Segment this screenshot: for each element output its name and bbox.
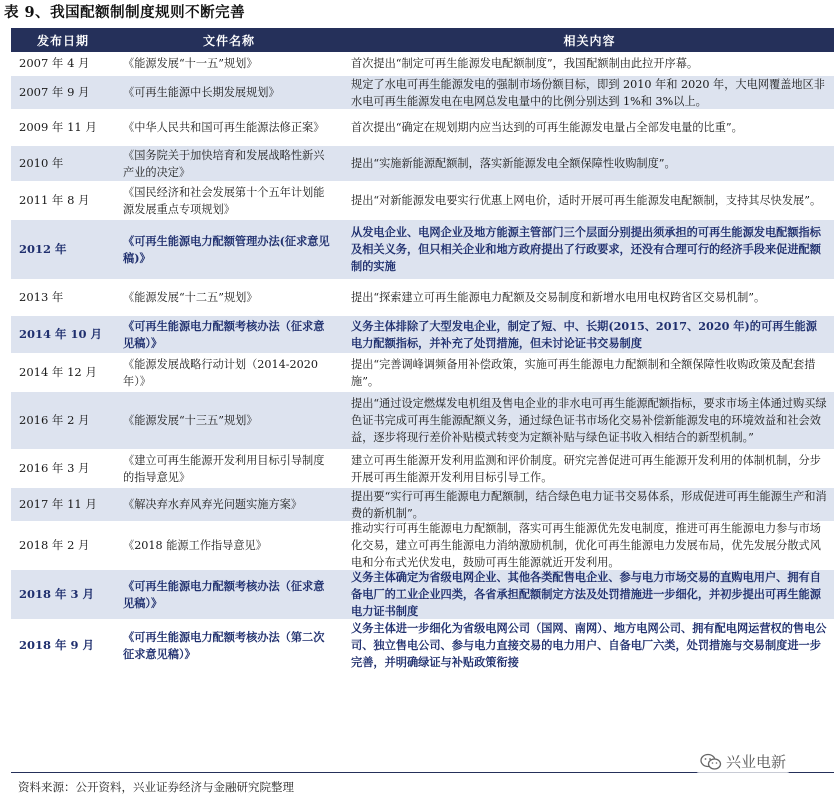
table-row	[11, 220, 834, 280]
table-row	[11, 392, 834, 450]
source-note: 资料来源：公开资料，兴业证券经济与金融研究院整理	[18, 780, 294, 794]
cell-date: 2014 年 10 月	[19, 327, 103, 341]
cell-content: 提出要“实行可再生能源电力配额制，结合绿色电力证书交易体系，形成促进可再生能源生产和消费的新机制”。	[351, 489, 827, 520]
table-row	[11, 52, 834, 76]
header-date: 发布日期	[36, 33, 89, 48]
cell-content: 提出“实施新能源配额制，落实新能源发电全额保障性收购制度”。	[351, 157, 676, 170]
cell-file: 《中华人民共和国可再生能源法修正案》	[123, 121, 325, 134]
cell-date: 2012 年	[19, 242, 67, 256]
table-row	[11, 522, 834, 570]
cell-file: 《能源发展战略行动计划（2014-2020年）》	[123, 357, 318, 388]
table-row	[11, 280, 834, 316]
table-row	[11, 620, 834, 672]
table-row	[11, 76, 834, 110]
cell-file: 《可再生能源中长期发展规划》	[123, 86, 280, 99]
cell-file: 《可再生能源电力配额管理办法(征求意见稿)》	[123, 233, 330, 265]
table-body	[11, 52, 834, 672]
table-header	[11, 28, 834, 52]
cell-date: 2018 年 2 月	[19, 538, 90, 552]
cell-date: 2014 年 12 月	[19, 365, 97, 379]
cell-date: 2013 年	[19, 290, 64, 304]
cell-content: 提出“通过设定燃煤发电机组及售电企业的非水电可再生能源配额指标，要求市场主体通过购买绿色证书完成可再生能源配额义务，通过绿色证书市场化交易补偿新能源发电的环境效益和社会效益，逐步将现行差价补贴模式转变为定额补贴与绿色证书收入相结合的新型机制。”	[351, 397, 827, 444]
cell-file: 《2018 能源工作指导意见》	[123, 539, 267, 552]
cell-file: 《解决弃水弃风弃光问题实施方案》	[123, 498, 303, 511]
table-row	[11, 488, 834, 522]
cell-file: 《可再生能源电力配额考核办法（征求意见稿）》	[123, 318, 325, 350]
cell-file: 《可再生能源电力配额考核办法（征求意见稿）》	[123, 578, 325, 610]
watermark	[696, 750, 790, 773]
header-content: 相关内容	[563, 33, 616, 48]
cell-date: 2007 年 9 月	[19, 85, 90, 99]
cell-content: 提出“完善调峰调频备用补偿政策，实施可再生能源电力配额制和全额保障性收购政策及配套措施”。	[351, 357, 816, 388]
cell-content: 从发电企业、电网企业及地方能源主管部门三个层面分别提出须承担的可再生能源发电配额指标及相关义务，但只相关企业和地方政府提出了行政要求，还没有合理可行的经济手段来促进配额制的实施	[351, 225, 821, 273]
table-row	[11, 450, 834, 488]
cell-date: 2011 年 8 月	[19, 193, 90, 207]
cell-date: 2017 年 11 月	[19, 497, 97, 511]
table-row	[11, 182, 834, 220]
cell-content: 规定了水电可再生能源发电的强制市场份额目标，即到 2010 年和 2020 年，大电网覆盖地区非水电可再生能源发电在电网总发电量中的比例分别达到 1%和 3%以上。	[351, 77, 825, 108]
cell-content: 提出“探索建立可再生能源电力配额及交易制度和新增水电用电权跨省区交易机制”。	[351, 291, 766, 304]
cell-content: 义务主体确定为省级电网企业、其他各类配售电企业、参与电力市场交易的直购电用户、拥有自备电厂的工业企业四类，各省承担配额制定方法及处罚措施进一步细化，并初步提出可再生能源电力证书制度	[351, 570, 821, 618]
cell-date: 2010 年	[19, 156, 64, 170]
cell-file: 《国民经济和社会发展第十个五年计划能源发展重点专项规划》	[123, 185, 325, 216]
cell-file: 《建立可再生能源开发利用目标引导制度的指导意见》	[123, 453, 325, 484]
policy-table	[11, 28, 834, 672]
cell-content: 提出“对新能源发电要实行优惠上网电价，适时开展可再生能源发电配额制，支持其尽快发展”。	[351, 194, 822, 207]
cell-content: 建立可再生能源开发利用监测和评价制度。研究完善促进可再生能源开发利用的体制机制，分步开展可再生能源开发利用目标引导工作。	[351, 453, 821, 484]
table-row	[11, 570, 834, 620]
table-row	[11, 146, 834, 182]
wechat-icon	[700, 753, 722, 771]
cell-file: 《能源发展“十二五”规划》	[123, 291, 258, 304]
cell-content: 首次提出“制定可再生能源发电配额制度”，我国配额制由此拉开序幕。	[351, 57, 699, 70]
cell-content: 义务主体进一步细化为省级电网公司（国网、南网）、地方电网公司、拥有配电网运营权的售电公司、独立售电公司、参与电力直接交易的电力用户、自备电厂六类，处罚措施与交易制度进一步完善，并明确绿证与补贴政策衔接	[351, 621, 827, 669]
cell-content: 义务主体排除了大型发电企业，制定了短、中、长期(2015、2017、2020 年)的可再生能源电力配额指标，并补充了处罚措施，但未讨论证书交易制度	[351, 318, 817, 350]
cell-file: 《能源发展“十一五”规划》	[123, 57, 258, 70]
table-row	[11, 354, 834, 392]
cell-content: 推动实行可再生能源电力配额制，落实可再生能源优先发电制度，推进可再生能源电力参与市场化交易，建立可再生能源电力消纳激励机制，优化可再生能源电力发展布局，优先发展分散式风电和分布式光伏发电，鼓励可再生能源就近开发利用。	[351, 522, 821, 569]
cell-date: 2016 年 2 月	[19, 413, 90, 427]
header-file: 文件名称	[202, 33, 255, 48]
cell-date: 2007 年 4 月	[19, 56, 90, 70]
cell-file: 《可再生能源电力配额考核办法（第二次征求意见稿）》	[123, 629, 325, 661]
cell-date: 2016 年 3 月	[19, 461, 90, 475]
cell-date: 2018 年 3 月	[19, 587, 95, 601]
table-row	[11, 316, 834, 354]
watermark-text: 兴业电新	[726, 753, 787, 771]
table-row	[11, 110, 834, 146]
cell-file: 《国务院关于加快培育和发展战略性新兴产业的决定》	[123, 148, 325, 179]
cell-date: 2018 年 9 月	[19, 638, 95, 652]
cell-date: 2009 年 11 月	[19, 120, 97, 134]
table-title: 表 9、我国配额制制度规则不断完善	[4, 4, 246, 21]
cell-content: 首次提出“确定在规划期内应当达到的可再生能源发电量占全部发电量的比重”。	[351, 121, 743, 134]
cell-file: 《能源发展“十三五”规划》	[123, 414, 258, 427]
